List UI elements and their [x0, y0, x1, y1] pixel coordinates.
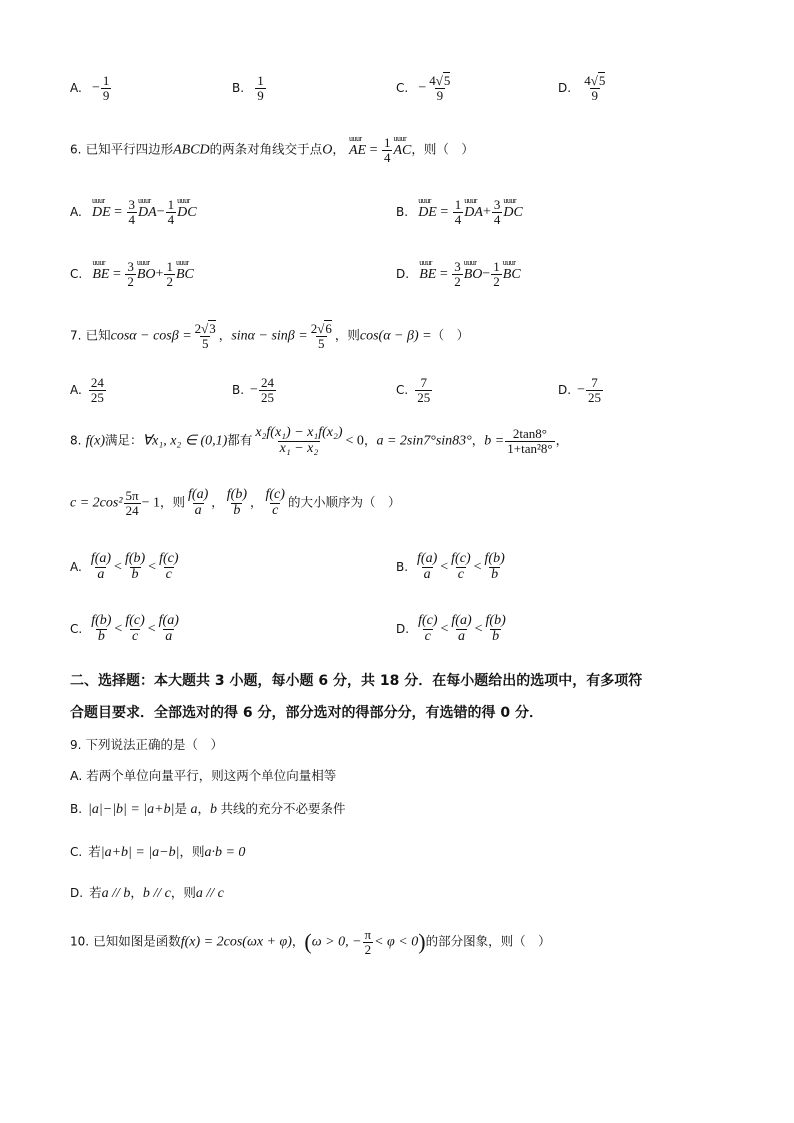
- fraction: $\frac{1}{9}$: [257, 73, 264, 103]
- q9-option-c[interactable]: C. 若|a+b| = |a−b|，则a·b = 0: [70, 844, 246, 860]
- q8-option-b[interactable]: B. $\frac{f(a)}{a}$ < $\frac{f(c)}{c}$ < $\frac{f(b)}{b}$: [396, 551, 505, 582]
- q9-option-d[interactable]: D. 若a // b，b // c，则a // c: [70, 885, 224, 901]
- option-label: C.: [396, 80, 409, 95]
- q10-stem: 10. 已知如图是函数f(x) = 2cos(ωx + φ)，(ω > 0, − $\frac{\pi}{2}$ < φ < 0)的部分图象，则（ ）: [70, 927, 551, 957]
- q5-option-d[interactable]: [558, 74, 608, 102]
- q5-option-a[interactable]: [70, 74, 112, 102]
- q8-option-d[interactable]: D. $\frac{f(c)}{c}$ < $\frac{f(a)}{a}$ < $\frac{f(b)}{b}$: [396, 613, 506, 644]
- vector: uuur AC: [393, 143, 411, 159]
- question-number: 10.: [70, 934, 90, 949]
- fraction: $\frac{1}{9}$: [102, 73, 110, 103]
- q6-option-d[interactable]: D. uuur BE = $\frac{3}{2}$ uuur BO− $\frac{1}{2}$ uuur BC: [396, 260, 521, 288]
- section-heading-line2: 合题目要求．全部选对的得 6 分，部分选对的得部分分，有选错的得 0 分．: [70, 705, 543, 721]
- fraction: $\frac{4√5}{9}$: [584, 73, 606, 103]
- option-label: D.: [558, 80, 572, 95]
- q9-stem: 9. 下列说法正确的是（ ）: [70, 737, 223, 752]
- minus-sign: −: [418, 80, 427, 96]
- vector: uuur AE: [349, 143, 366, 159]
- option-label: B.: [232, 80, 245, 95]
- q6-stem: 6. 已知平行四边形ABCD的两条对角线交于点O， uuur AE = $\frac{1}{4}$ uuur AC，则（ ）: [70, 136, 474, 164]
- question-number: 7.: [70, 328, 82, 343]
- q9-option-b[interactable]: B. |a|−|b| = |a+b|是 a，b 共线的充分不必要条件: [70, 801, 346, 817]
- q7-option-b[interactable]: B. − $\frac{24}{25}$: [232, 375, 274, 405]
- q7-option-d[interactable]: D. − $\frac{7}{25}$: [558, 375, 601, 405]
- q5-option-b[interactable]: [232, 74, 267, 102]
- q8-stem-line1: 8. f(x)满足：∀x₁, x₂ ∈ (0,1)都有 $\frac{\text{x₂f(x₁) − x₁f(x₂)}}{\text{x₁ − x₂}}$ < 0，a = 2sin7°sin83°，b = $\frac{2\tan 8^\circ}{\text{1+tan²8°}}$ ，: [70, 425, 569, 456]
- q8-option-a[interactable]: A. $\frac{f(a)}{a}$ < $\frac{f(b)}{b}$ < $\frac{f(c)}{c}$: [70, 551, 179, 582]
- q9-option-a[interactable]: A. 若两个单位向量平行，则这两个单位向量相等: [70, 768, 337, 783]
- question-number: 9.: [70, 738, 82, 752]
- q7-option-c[interactable]: C. $\frac{7}{25}$: [396, 375, 431, 405]
- q6-option-a[interactable]: A. uuur DE = $\frac{3}{4}$ uuur DA− $\frac{1}{4}$ uuur DC: [70, 198, 197, 226]
- q6-option-c[interactable]: C. uuur BE = $\frac{3}{2}$ uuur BO+ $\frac{1}{2}$ uuur BC: [70, 260, 194, 288]
- question-number: 8.: [70, 433, 82, 448]
- fraction: $\frac{4√5}{9}$: [429, 73, 451, 103]
- section-heading-line1: 二、选择题：本大题共 3 小题，每小题 6 分，共 18 分．在每小题给出的选项中，有多项符: [70, 673, 643, 689]
- option-label: A.: [70, 80, 82, 95]
- fraction: $\frac{1}{4}$: [383, 135, 391, 165]
- q8-option-c[interactable]: C. $\frac{f(b)}{b}$ < $\frac{f(c)}{c}$ < $\frac{f(a)}{a}$: [70, 613, 179, 644]
- q6-option-b[interactable]: B. uuur DE = $\frac{1}{4}$ uuur DA+ $\frac{3}{4}$ uuur DC: [396, 198, 523, 226]
- q7-option-a[interactable]: A. $\frac{24}{25}$: [70, 375, 104, 405]
- question-number: 6.: [70, 142, 82, 157]
- minus-sign: −: [91, 80, 100, 96]
- q8-stem-line2: c = 2cos² $\frac{5\pi}{24}$ − 1，则 $\frac{f(a)}{a}$ ， $\frac{f(b)}{b}$ ， $\frac{f(c)}{c}$ 的大小顺序为（ ）: [70, 487, 401, 518]
- q7-stem: 7. 已知cosα − cosβ = $\frac{2√3}{5}$ ，sinα − sinβ = $\frac{2√6}{5}$ ，则cos(α − β) =（ ）: [70, 321, 470, 351]
- q5-option-c[interactable]: [396, 74, 453, 102]
